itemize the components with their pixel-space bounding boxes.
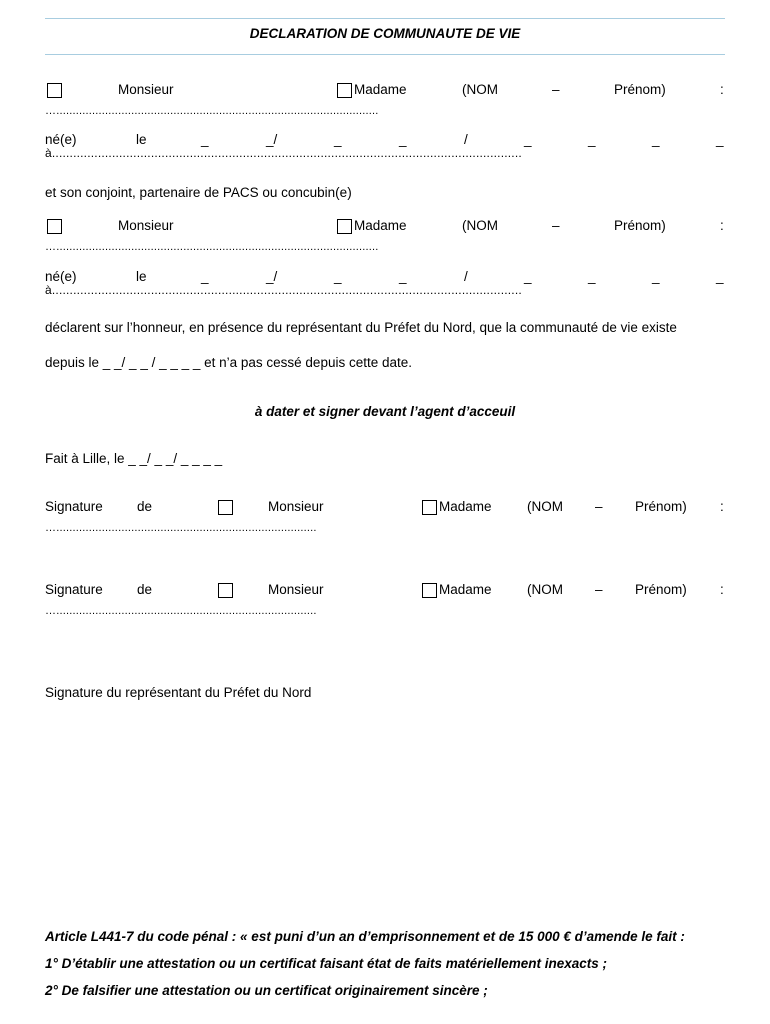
birth-label-1: né(e): [45, 132, 77, 147]
date-blank-2c: _: [334, 269, 342, 284]
monsieur-checkbox-2[interactable]: [47, 219, 62, 234]
sig-madame-label-1: Madame: [439, 499, 492, 514]
sig-colon-2: :: [720, 582, 724, 597]
sig-monsieur-checkbox-2[interactable]: [218, 583, 233, 598]
madame-checkbox-2[interactable]: [337, 219, 352, 234]
dash-1: –: [552, 82, 560, 97]
date-blank-2b: _/: [266, 269, 278, 284]
prenom-label-2: Prénom): [614, 218, 666, 233]
date-blank-2f: _: [588, 269, 596, 284]
sig-prenom-label-2: Prénom): [635, 582, 687, 597]
monsieur-label-2: Monsieur: [118, 218, 174, 233]
sign-instruction: à dater et signer devant l’agent d’acceuil: [254, 404, 516, 419]
sig-colon-1: :: [720, 499, 724, 514]
date-slash-1: /: [464, 132, 468, 147]
date-blank-1c: _: [334, 132, 342, 147]
date-blank-2d: _: [399, 269, 407, 284]
madame-label-2: Madame: [354, 218, 407, 233]
sig-madame-label-2: Madame: [439, 582, 492, 597]
birthplace-field-1[interactable]: à.....................................................................................................................................: [45, 146, 522, 160]
sig-monsieur-label-1: Monsieur: [268, 499, 324, 514]
date-blank-1b: _/: [266, 132, 278, 147]
date-blank-2g: _: [652, 269, 660, 284]
date-blank-2a: _: [201, 269, 209, 284]
sig-madame-checkbox-1[interactable]: [422, 500, 437, 515]
signature-label-2: Signature: [45, 582, 103, 597]
sig-prenom-label-1: Prénom): [635, 499, 687, 514]
article-line-1: Article L441-7 du code pénal : « est puni d’un an d’emprisonnement et de 15 000 € d’amende le fait :: [45, 929, 685, 944]
fait-line: Fait à Lille, le _ _/ _ _/ _ _ _ _: [45, 451, 223, 466]
date-blank-1d: _: [399, 132, 407, 147]
article-line-2: 1° D’établir une attestation ou un certificat faisant état de faits matériellement inexacts ;: [45, 956, 608, 971]
sig-name-field-2[interactable]: …................................................................................: [45, 605, 317, 617]
top-rule: [45, 18, 725, 19]
declaration-line: déclarent sur l’honneur, en présence du représentant du Préfet du Nord, que la communauté de vie existe: [45, 320, 677, 335]
sig-dash-1: –: [595, 499, 603, 514]
le-label-1: le: [136, 132, 147, 147]
conjoint-line: et son conjoint, partenaire de PACS ou concubin(e): [45, 185, 352, 200]
prefet-signature-label: Signature du représentant du Préfet du Nord: [45, 685, 312, 700]
date-blank-2h: _: [716, 269, 724, 284]
nom-label-2: (NOM: [462, 218, 498, 233]
date-blank-1g: _: [652, 132, 660, 147]
date-blank-2e: _: [524, 269, 532, 284]
madame-label-1: Madame: [354, 82, 407, 97]
sig-nom-label-1: (NOM: [527, 499, 563, 514]
nom-label-1: (NOM: [462, 82, 498, 97]
date-blank-1f: _: [588, 132, 596, 147]
colon-1: :: [720, 82, 724, 97]
sig-monsieur-checkbox-1[interactable]: [218, 500, 233, 515]
madame-checkbox-1[interactable]: [337, 83, 352, 98]
colon-2: :: [720, 218, 724, 233]
birth-label-2: né(e): [45, 269, 77, 284]
document-title: DECLARATION DE COMMUNAUTE DE VIE: [249, 26, 521, 41]
date-blank-1a: _: [201, 132, 209, 147]
depuis-line: depuis le _ _/ _ _ / _ _ _ _ et n’a pas cessé depuis cette date.: [45, 355, 412, 370]
monsieur-checkbox-1[interactable]: [47, 83, 62, 98]
signature-label-1: Signature: [45, 499, 103, 514]
le-label-2: le: [136, 269, 147, 284]
sig-madame-checkbox-2[interactable]: [422, 583, 437, 598]
date-blank-1e: _: [524, 132, 532, 147]
sig-dash-2: –: [595, 582, 603, 597]
de-label-1: de: [137, 499, 153, 514]
date-slash-2: /: [464, 269, 468, 284]
date-blank-1h: _: [716, 132, 724, 147]
name-field-1[interactable]: …...................................................................................................: [45, 105, 379, 117]
sig-monsieur-label-2: Monsieur: [268, 582, 324, 597]
title-bottom-rule: [45, 54, 725, 55]
monsieur-label-1: Monsieur: [118, 82, 174, 97]
name-field-2[interactable]: …...................................................................................................: [45, 241, 379, 253]
sig-nom-label-2: (NOM: [527, 582, 563, 597]
prenom-label-1: Prénom): [614, 82, 666, 97]
de-label-2: de: [137, 582, 153, 597]
article-line-3: 2° De falsifier une attestation ou un certificat originairement sincère ;: [45, 983, 488, 998]
sig-name-field-1[interactable]: …................................................................................: [45, 522, 317, 534]
birthplace-field-2[interactable]: à.....................................................................................................................................: [45, 283, 522, 297]
dash-2: –: [552, 218, 560, 233]
